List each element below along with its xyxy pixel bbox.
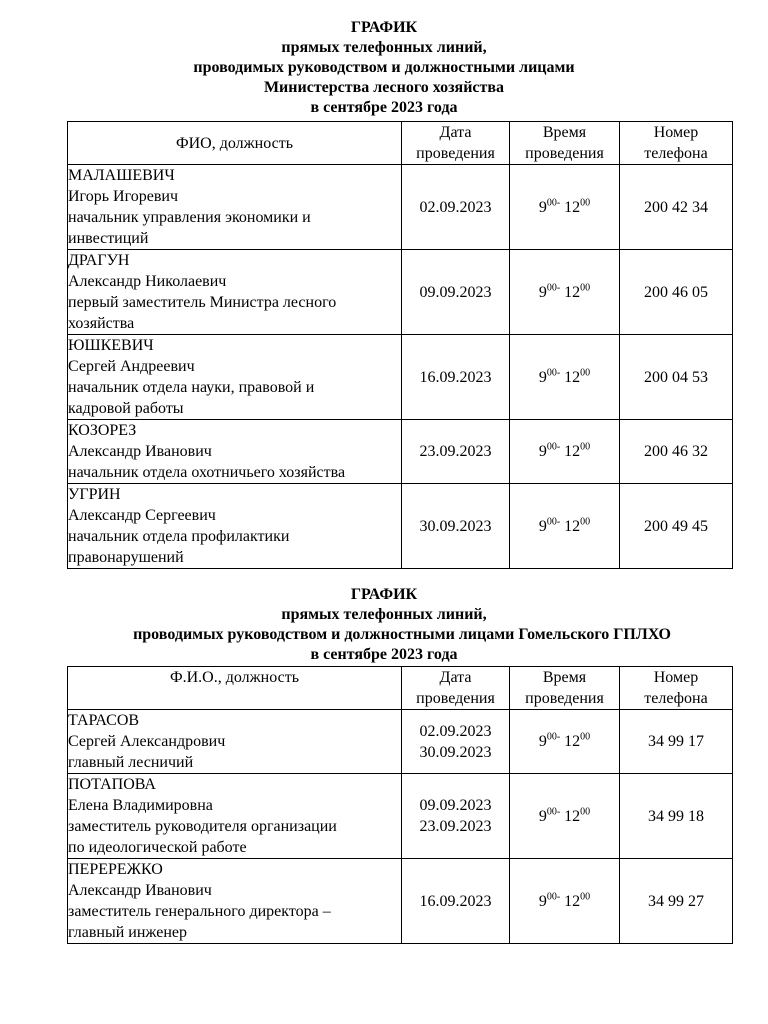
time-end: 12: [560, 283, 581, 301]
time-start: 9: [538, 198, 547, 216]
date-cell: [402, 774, 510, 859]
time-end-minutes: 00: [580, 516, 591, 528]
phone-cell: 200 46 05: [620, 250, 733, 335]
header-date-line: Дата: [439, 669, 472, 686]
time-start-minutes: 00-: [546, 516, 561, 528]
header-phone-line: Номер: [653, 669, 699, 686]
date-cell: [402, 420, 510, 484]
phone-cell: 34 99 17: [620, 710, 733, 774]
time-end-minutes: 00: [580, 197, 591, 209]
person-position: по идеологической работе: [68, 839, 247, 856]
header-name: ФИО, должность: [68, 122, 402, 165]
time-start-minutes: 00-: [546, 891, 561, 903]
schedule1-table: [67, 121, 733, 569]
time-start-minutes: 00-: [546, 367, 561, 379]
phone-cell: 200 46 32: [620, 420, 733, 484]
table-row: [68, 859, 733, 944]
person-position: хозяйства: [68, 315, 135, 332]
person-surname: КОЗОРЕЗ: [68, 422, 137, 439]
date-value: 23.09.2023: [419, 443, 492, 460]
table-row: [68, 484, 733, 569]
time-start: 9: [538, 283, 547, 301]
time-cell: [510, 859, 620, 944]
person-surname: ПЕРЕРЕЖКО: [68, 861, 163, 878]
person-position: инвестиций: [68, 230, 149, 247]
time-end: 12: [560, 368, 581, 386]
person-cell: [68, 710, 402, 774]
person-cell: [68, 420, 402, 484]
table-row: [68, 335, 733, 420]
schedule1-subtitle-line: в сентябре 2023 года: [310, 99, 458, 116]
time-cell: [510, 420, 620, 484]
time-start-minutes: 00-: [546, 197, 561, 209]
person-given-name: Игорь Игоревич: [68, 188, 178, 205]
time-cell: [510, 484, 620, 569]
date-cell: [402, 250, 510, 335]
time-end-minutes: 00: [580, 441, 591, 453]
table-row: [68, 420, 733, 484]
person-given-name: Сергей Александрович: [68, 733, 226, 750]
time-end: 12: [560, 443, 581, 460]
date-cell: [402, 710, 510, 774]
header-date-line: проведения: [416, 145, 495, 162]
schedule1-title: ГРАФИК: [350, 19, 418, 36]
phone-cell: 34 99 18: [620, 774, 733, 859]
table-row: [68, 165, 733, 250]
time-end-minutes: 00: [580, 367, 591, 379]
person-cell: [68, 774, 402, 859]
header-date: [402, 122, 510, 165]
time-cell: [510, 774, 620, 859]
date-value: 16.09.2023: [419, 368, 492, 386]
date-value: 02.09.2023: [419, 198, 492, 216]
date-cell: [402, 165, 510, 250]
phone-cell: 200 04 53: [620, 335, 733, 420]
time-end-minutes: 00: [580, 731, 591, 743]
date-value: 30.09.2023: [419, 743, 492, 761]
person-position: начальник отдела охотничьего хозяйства: [68, 464, 346, 481]
person-surname: УГРИН: [68, 486, 121, 503]
time-start: 9: [538, 368, 547, 386]
time-end: 12: [560, 517, 581, 535]
table-row: [68, 250, 733, 335]
time-end: 12: [560, 892, 581, 910]
header-date-line: Дата: [439, 124, 472, 141]
person-given-name: Елена Владимировна: [68, 797, 213, 814]
header-phone: [620, 667, 733, 710]
table-row: [68, 710, 733, 774]
time-end-minutes: 00: [580, 806, 591, 818]
header-date: [402, 667, 510, 710]
date-value: 09.09.2023: [419, 797, 492, 814]
person-surname: ДРАГУН: [68, 252, 130, 269]
time-cell: [510, 165, 620, 250]
header-date-line: проведения: [416, 690, 495, 707]
header-time-line: Время: [542, 124, 587, 141]
schedule2-heading: [0, 585, 768, 665]
time-end: 12: [560, 733, 581, 750]
person-position: кадровой работы: [68, 400, 184, 417]
time-cell: [510, 335, 620, 420]
schedule2-title: ГРАФИК: [350, 586, 418, 603]
header-phone-line: Номер: [653, 124, 699, 141]
person-position: заместитель руководителя организации: [68, 818, 337, 835]
person-position: главный лесничий: [68, 754, 194, 771]
schedule1-subtitle-line: Министерства лесного хозяйства: [263, 79, 505, 96]
time-end-minutes: 00: [580, 282, 591, 294]
phone-cell: 34 99 27: [620, 859, 733, 944]
header-phone-line: телефона: [644, 145, 708, 162]
header-time-line: проведения: [525, 690, 604, 707]
time-start-minutes: 00-: [546, 731, 561, 743]
time-start: 9: [538, 517, 547, 535]
time-start-minutes: 00-: [546, 806, 561, 818]
time-start-minutes: 00-: [546, 282, 561, 294]
person-position: начальник отдела профилактики: [68, 528, 290, 545]
schedule2-subtitle-line: проводимых руководством и должностными лицами Гомельского ГПЛХО: [133, 626, 671, 643]
person-surname: МАЛАШЕВИЧ: [68, 167, 175, 184]
time-start: 9: [538, 443, 547, 460]
schedule1-subtitle-line: прямых телефонных линий,: [281, 39, 487, 56]
time-end: 12: [560, 807, 581, 825]
header-time-line: проведения: [525, 145, 604, 162]
schedule2-subtitle-line: прямых телефонных линий,: [281, 606, 487, 623]
header-time: [510, 667, 620, 710]
person-cell: [68, 335, 402, 420]
header-name: Ф.И.О., должность: [68, 667, 402, 710]
schedule2-subtitle-line: в сентябре 2023 года: [310, 646, 458, 663]
person-surname: ПОТАПОВА: [68, 776, 156, 793]
person-position: начальник управления экономики и: [68, 209, 311, 226]
time-start: 9: [538, 733, 547, 750]
person-given-name: Александр Иванович: [68, 882, 212, 899]
time-start: 9: [538, 892, 547, 910]
table-row: [68, 774, 733, 859]
person-given-name: Сергей Андреевич: [68, 358, 195, 375]
person-cell: [68, 859, 402, 944]
date-value: 23.09.2023: [419, 818, 492, 835]
time-end: 12: [560, 198, 581, 216]
header-phone: [620, 122, 733, 165]
date-cell: [402, 335, 510, 420]
phone-cell: 200 42 34: [620, 165, 733, 250]
header-time-line: Время: [542, 669, 587, 686]
person-given-name: Александр Николаевич: [68, 273, 227, 290]
person-given-name: Александр Иванович: [68, 443, 212, 460]
person-position: заместитель генерального директора –: [68, 903, 331, 920]
date-value: 09.09.2023: [419, 283, 492, 301]
person-cell: [68, 250, 402, 335]
date-cell: [402, 484, 510, 569]
person-surname: ТАРАСОВ: [68, 712, 140, 729]
person-cell: [68, 484, 402, 569]
person-position: первый заместитель Министра лесного: [68, 294, 337, 311]
phone-cell: 200 49 45: [620, 484, 733, 569]
person-given-name: Александр Сергеевич: [68, 507, 216, 524]
person-position: начальник отдела науки, правовой и: [68, 379, 315, 396]
schedule1-subtitle-line: проводимых руководством и должностными лицами: [193, 59, 575, 76]
date-value: 02.09.2023: [419, 722, 492, 740]
person-surname: ЮШКЕВИЧ: [68, 337, 154, 354]
schedule2-table: [67, 666, 733, 944]
person-position: правонарушений: [68, 549, 184, 566]
time-start: 9: [538, 807, 547, 825]
date-value: 16.09.2023: [419, 892, 492, 910]
header-phone-line: телефона: [644, 690, 708, 707]
person-cell: [68, 165, 402, 250]
time-start-minutes: 00-: [546, 441, 561, 453]
date-value: 30.09.2023: [419, 517, 492, 535]
header-time: [510, 122, 620, 165]
date-cell: [402, 859, 510, 944]
schedule1-heading: [0, 18, 768, 118]
time-cell: [510, 710, 620, 774]
person-position: главный инженер: [68, 924, 187, 941]
time-cell: [510, 250, 620, 335]
time-end-minutes: 00: [580, 891, 591, 903]
